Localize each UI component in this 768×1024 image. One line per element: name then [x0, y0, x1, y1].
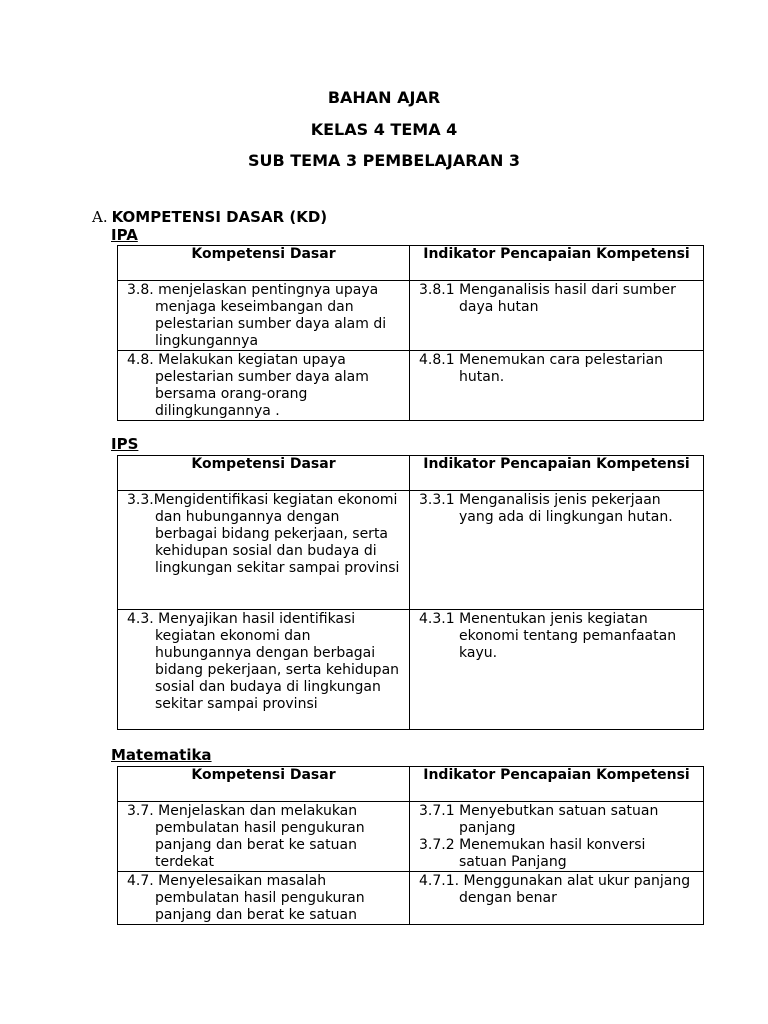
ips-table	[117, 455, 704, 730]
table-header-row	[118, 456, 704, 491]
table-row	[118, 491, 704, 610]
section-a-heading	[92, 208, 327, 226]
col-header-kd: Kompetensi Dasar	[118, 456, 410, 491]
indikator-cell: 4.7.1. Menggunakan alat ukur panjang dengan benar	[419, 873, 691, 906]
kd-cell: 3.3.Mengidentifikasi kegiatan ekonomi dan hubungannya dengan berbagai bidang pekerjaan, serta kehidupan sosial dan budaya di lingkungan sekitar sampai provinsi	[127, 492, 400, 576]
col-header-kd: Kompetensi Dasar	[118, 246, 410, 281]
table-row	[118, 610, 704, 730]
matematika-table	[117, 766, 704, 925]
indikator-cell: 4.8.1 Menemukan cara pelestarian hutan.	[419, 352, 664, 385]
table-header-row	[118, 246, 704, 281]
indikator-cell: 3.7.1 Menyebutkan satuan satuan panjang	[419, 803, 659, 836]
doc-title-line2: KELAS 4 TEMA 4	[310, 120, 458, 139]
indikator-cell: 3.8.1 Menganalisis hasil dari sumber daya hutan	[419, 282, 676, 315]
kd-cell: 3.7. Menjelaskan dan melakukan pembulatan hasil pengukuran panjang dan berat ke satuan terdekat	[127, 803, 365, 870]
kd-cell: 4.8. Melakukan kegiatan upaya pelestarian sumber daya alam bersama orang-orang dilingkungannya .	[127, 352, 369, 419]
matematika-heading: Matematika	[111, 746, 212, 764]
table-row	[118, 802, 704, 872]
table-row	[118, 281, 704, 351]
ipa-table	[117, 245, 704, 421]
indikator-cell: 4.3.1 Menentukan jenis kegiatan ekonomi tentang pemanfaatan kayu.	[419, 611, 677, 661]
section-letter: A.	[92, 208, 108, 226]
col-header-indikator: Indikator Pencapaian Kompetensi	[410, 456, 704, 491]
section-label: KOMPETENSI DASAR (KD)	[111, 208, 328, 226]
table-row	[118, 351, 704, 421]
kd-cell: 4.3. Menyajikan hasil identifikasi kegiatan ekonomi dan hubungannya dengan berbagai bidang pekerjaan, serta kehidupan sosial dan budaya di lingkungan sekitar sampai provinsi	[127, 611, 400, 712]
doc-title-line3: SUB TEMA 3 PEMBELAJARAN 3	[247, 151, 521, 170]
kd-cell: 3.8. menjelaskan pentingnya upaya menjaga keseimbangan dan pelestarian sumber daya alam di lingkungannya	[127, 282, 387, 349]
ipa-heading: IPA	[111, 226, 138, 244]
indikator-cell: 3.3.1 Menganalisis jenis pekerjaan yang ada di lingkungan hutan.	[419, 492, 673, 525]
table-row	[118, 872, 704, 925]
indikator-cell: 3.7.2 Menemukan hasil konversi satuan Panjang	[419, 837, 646, 870]
kd-cell: 4.7. Menyelesaikan masalah pembulatan hasil pengukuran panjang dan berat ke satuan	[127, 873, 365, 923]
table-header-row	[118, 767, 704, 802]
doc-title-line1: BAHAN AJAR	[327, 88, 441, 107]
col-header-indikator: Indikator Pencapaian Kompetensi	[410, 767, 704, 802]
ips-heading: IPS	[111, 435, 139, 453]
col-header-indikator: Indikator Pencapaian Kompetensi	[410, 246, 704, 281]
col-header-kd: Kompetensi Dasar	[118, 767, 410, 802]
